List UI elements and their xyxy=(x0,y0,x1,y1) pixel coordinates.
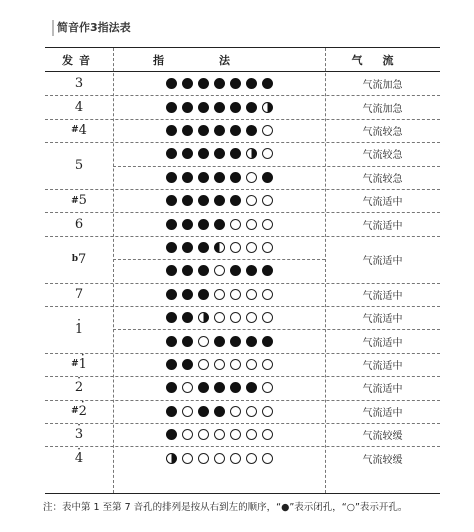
open-hole-icon xyxy=(262,429,273,440)
airflow-cell: 气流适中 xyxy=(362,360,403,372)
airflow-cell: 气流较急 xyxy=(362,150,403,162)
pitch-cell xyxy=(45,283,113,306)
closed-hole-icon xyxy=(214,78,225,89)
open-hole-icon xyxy=(230,242,241,253)
fingering-cell xyxy=(113,72,325,95)
closed-hole-icon xyxy=(182,359,193,370)
open-hole-icon xyxy=(262,195,273,206)
open-hole-icon xyxy=(214,289,225,300)
pitch-number: 4 · xyxy=(75,451,83,466)
pitch-number: 1 · xyxy=(75,322,83,337)
open-hole-icon xyxy=(246,242,257,253)
closed-hole-icon xyxy=(198,406,209,417)
closed-hole-icon xyxy=(230,78,241,89)
closed-hole-icon xyxy=(166,265,177,276)
closed-hole-icon xyxy=(166,102,177,113)
closed-hole-icon xyxy=(214,125,225,136)
airflow-cell: 气流较缓 xyxy=(362,431,403,443)
open-hole-icon xyxy=(182,382,193,393)
closed-hole-icon xyxy=(182,265,193,276)
closed-hole-icon xyxy=(230,148,241,159)
open-hole-icon xyxy=(198,359,209,370)
fingering-cell xyxy=(113,376,325,399)
fingering-cell xyxy=(113,166,325,189)
closed-hole-icon xyxy=(230,102,241,113)
fingering-cell xyxy=(113,400,325,423)
closed-hole-icon xyxy=(182,336,193,347)
closed-hole-icon xyxy=(214,172,225,183)
open-hole-icon xyxy=(198,336,209,347)
sharp-sign: # xyxy=(71,406,79,417)
pitch-number: 3 xyxy=(74,76,84,92)
closed-hole-icon xyxy=(182,172,193,183)
open-hole-icon xyxy=(246,406,257,417)
header-pitch: 发音 xyxy=(62,54,96,67)
flat-sign: b xyxy=(71,254,78,265)
pitch-number: 5 xyxy=(74,158,84,174)
open-hole-icon xyxy=(230,219,241,230)
closed-hole-icon xyxy=(214,336,225,347)
open-hole-icon xyxy=(198,453,209,464)
closed-hole-icon xyxy=(214,102,225,113)
closed-hole-icon xyxy=(198,195,209,206)
fingering-cell xyxy=(113,189,325,212)
open-hole-icon xyxy=(214,429,225,440)
pitch-number: 2 · xyxy=(79,404,87,419)
closed-hole-icon xyxy=(182,78,193,89)
open-hole-icon xyxy=(246,312,257,323)
open-hole-icon xyxy=(214,265,225,276)
open-hole-icon xyxy=(182,406,193,417)
closed-hole-icon xyxy=(262,172,273,183)
closed-hole-icon xyxy=(198,289,209,300)
fingering-cell xyxy=(113,283,325,306)
closed-hole-icon xyxy=(182,148,193,159)
closed-hole-icon xyxy=(214,148,225,159)
pitch-cell xyxy=(45,142,113,189)
pitch-cell xyxy=(45,236,113,283)
closed-hole-icon xyxy=(214,406,225,417)
airflow-cell: 气流加急 xyxy=(362,80,403,92)
pitch-cell xyxy=(45,95,113,118)
open-hole-icon xyxy=(262,125,273,136)
fingering-cell xyxy=(113,353,325,376)
pitch-cell xyxy=(45,446,113,469)
closed-hole-icon xyxy=(246,125,257,136)
closed-hole-icon xyxy=(198,242,209,253)
closed-hole-icon xyxy=(198,125,209,136)
open-hole-icon xyxy=(262,382,273,393)
open-hole-icon xyxy=(262,148,273,159)
airflow-cell: 气流较急 xyxy=(362,126,403,138)
open-hole-icon xyxy=(230,289,241,300)
open-hole-icon xyxy=(262,289,273,300)
half-hole-icon xyxy=(198,312,209,323)
airflow-cell: 气流适中 xyxy=(362,337,403,349)
closed-hole-icon xyxy=(166,78,177,89)
open-hole-icon xyxy=(182,453,193,464)
closed-hole-icon xyxy=(198,219,209,230)
pitch-cell xyxy=(45,376,113,399)
pitch-cell xyxy=(45,306,113,353)
open-hole-icon xyxy=(246,453,257,464)
half-hole-icon xyxy=(214,242,225,253)
closed-hole-icon xyxy=(214,382,225,393)
header-fingering: 指法 xyxy=(153,54,285,67)
closed-hole-icon xyxy=(166,172,177,183)
closed-hole-icon xyxy=(246,102,257,113)
fingering-cell xyxy=(113,423,325,446)
fingering-cell xyxy=(113,95,325,118)
closed-hole-icon xyxy=(246,336,257,347)
open-hole-icon xyxy=(230,453,241,464)
closed-hole-icon xyxy=(166,382,177,393)
pitch-cell xyxy=(45,212,113,235)
closed-hole-icon xyxy=(166,336,177,347)
closed-hole-icon xyxy=(246,382,257,393)
airflow-cell: 气流适中 xyxy=(362,384,403,396)
open-hole-icon xyxy=(246,219,257,230)
airflow-cell: 气流适中 xyxy=(362,255,403,267)
closed-hole-icon xyxy=(198,382,209,393)
closed-hole-icon xyxy=(246,265,257,276)
closed-hole-icon xyxy=(230,125,241,136)
closed-hole-icon xyxy=(214,195,225,206)
closed-hole-icon xyxy=(166,148,177,159)
sharp-sign: # xyxy=(71,195,79,206)
closed-hole-icon xyxy=(166,359,177,370)
open-hole-icon xyxy=(230,429,241,440)
closed-hole-icon xyxy=(262,78,273,89)
airflow-cell: 气流适中 xyxy=(362,290,403,302)
closed-hole-icon xyxy=(230,195,241,206)
closed-hole-icon xyxy=(182,102,193,113)
open-hole-icon xyxy=(246,195,257,206)
closed-hole-icon xyxy=(166,406,177,417)
header-airflow: 气流 xyxy=(351,54,414,67)
open-hole-icon xyxy=(214,312,225,323)
open-hole-icon xyxy=(262,406,273,417)
closed-hole-icon xyxy=(182,312,193,323)
fingering-cell xyxy=(113,212,325,235)
closed-hole-icon xyxy=(198,78,209,89)
table-title: 简音作3指法表 xyxy=(52,20,131,36)
closed-hole-icon xyxy=(262,336,273,347)
fingering-cell xyxy=(113,119,325,142)
open-hole-icon xyxy=(246,289,257,300)
pitch-number: 2 · xyxy=(75,380,83,395)
closed-hole-icon xyxy=(166,125,177,136)
open-hole-icon xyxy=(214,359,225,370)
fingering-cell xyxy=(113,259,325,282)
fingering-cell xyxy=(113,236,325,259)
closed-hole-icon xyxy=(230,336,241,347)
open-hole-icon xyxy=(262,453,273,464)
pitch-number: 6 xyxy=(74,216,84,232)
sharp-sign: # xyxy=(71,125,79,136)
open-hole-icon xyxy=(182,429,193,440)
fingering-cell xyxy=(113,446,325,469)
closed-hole-icon xyxy=(182,219,193,230)
closed-hole-icon xyxy=(166,195,177,206)
airflow-cell: 气流较急 xyxy=(362,173,403,185)
closed-hole-icon xyxy=(182,195,193,206)
fingering-table xyxy=(45,47,440,494)
airflow-cell: 气流适中 xyxy=(362,197,403,209)
open-hole-icon xyxy=(230,312,241,323)
airflow-cell: 气流适中 xyxy=(362,220,403,232)
closed-hole-icon xyxy=(166,219,177,230)
closed-hole-icon xyxy=(230,265,241,276)
open-hole-icon xyxy=(214,453,225,464)
pitch-cell xyxy=(45,119,113,142)
open-hole-icon xyxy=(262,312,273,323)
pitch-number: 7 xyxy=(78,251,87,267)
half-hole-icon xyxy=(246,148,257,159)
open-hole-icon xyxy=(246,359,257,370)
closed-hole-icon xyxy=(166,429,177,440)
airflow-cell: 气流适中 xyxy=(362,407,403,419)
half-hole-icon xyxy=(166,453,177,464)
closed-hole-icon xyxy=(214,219,225,230)
airflow-cell: 气流较缓 xyxy=(362,454,403,466)
closed-hole-icon xyxy=(198,172,209,183)
open-hole-icon xyxy=(262,359,273,370)
pitch-number: 4 xyxy=(78,122,87,138)
closed-hole-icon xyxy=(182,242,193,253)
closed-hole-icon xyxy=(262,265,273,276)
pitch-cell xyxy=(45,72,113,95)
fingering-cell xyxy=(113,142,325,165)
fingering-cell xyxy=(113,306,325,329)
closed-hole-icon xyxy=(166,242,177,253)
open-hole-icon xyxy=(198,429,209,440)
pitch-number: 5 xyxy=(78,193,87,209)
closed-hole-icon xyxy=(182,125,193,136)
closed-hole-icon xyxy=(246,78,257,89)
pitch-number: 1 · xyxy=(79,357,87,372)
open-hole-icon xyxy=(246,429,257,440)
pitch-number: 4 xyxy=(74,99,84,115)
open-hole-icon xyxy=(230,406,241,417)
open-hole-icon xyxy=(262,242,273,253)
sharp-sign: # xyxy=(71,359,79,370)
closed-hole-icon xyxy=(198,148,209,159)
pitch-cell xyxy=(45,189,113,212)
open-hole-icon xyxy=(246,172,257,183)
pitch-number: 3 · xyxy=(75,427,83,442)
open-hole-icon xyxy=(262,219,273,230)
half-hole-icon xyxy=(262,102,273,113)
closed-hole-icon xyxy=(166,289,177,300)
closed-hole-icon xyxy=(198,102,209,113)
airflow-cell: 气流适中 xyxy=(362,314,403,326)
pitch-number: 7 xyxy=(74,286,84,302)
closed-hole-icon xyxy=(230,382,241,393)
open-hole-icon xyxy=(230,359,241,370)
closed-hole-icon xyxy=(182,289,193,300)
closed-hole-icon xyxy=(198,265,209,276)
airflow-cell: 气流加急 xyxy=(362,103,403,115)
closed-hole-icon xyxy=(230,172,241,183)
footnote: 注：表中第 1 至第 7 音孔的排列是按从右到左的顺序，“●”表示闭孔，“○”表示开孔。 xyxy=(43,502,408,513)
closed-hole-icon xyxy=(166,312,177,323)
fingering-cell xyxy=(113,329,325,352)
